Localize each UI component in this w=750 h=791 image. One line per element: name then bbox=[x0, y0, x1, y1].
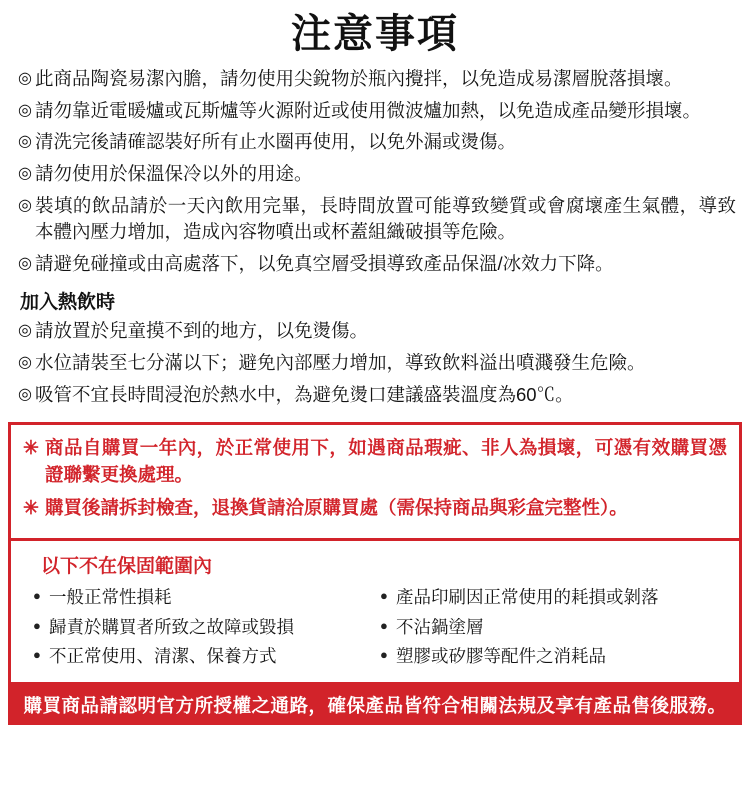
ring-bullet-icon: ◎ bbox=[18, 101, 32, 119]
exclusion-text: 塑膠或矽膠等配件之消耗品 bbox=[396, 645, 606, 666]
ring-bullet-icon: ◎ bbox=[18, 70, 32, 87]
warranty-text: 商品自購買一年內，於正常使用下，如遇商品瑕疵、非人為損壞，可憑有效購買憑證聯繫更換處理。 bbox=[45, 437, 727, 486]
ring-bullet-icon: ◎ bbox=[18, 254, 32, 272]
exclusion-text: 歸責於購買者所致之故障或毀損 bbox=[49, 616, 294, 637]
notice-text: 請勿靠近電暖爐或瓦斯爐等火源附近或使用微波爐加熱，以免造成產品變形損壞。 bbox=[35, 99, 702, 121]
dot-bullet-icon: ● bbox=[33, 646, 41, 662]
list-item bbox=[380, 643, 727, 669]
exclusion-text: 產品印刷因正常使用的耗損或剝落 bbox=[396, 587, 659, 608]
list-item bbox=[18, 161, 736, 188]
list-item bbox=[33, 584, 380, 610]
notice-list bbox=[0, 66, 750, 277]
list-item bbox=[18, 193, 736, 246]
ring-bullet-icon: ◎ bbox=[18, 385, 32, 403]
notice-text: 請避免碰撞或由高處落下，以免真空層受損導致產品保溫/冰效力下降。 bbox=[35, 252, 614, 274]
notice-text: 清洗完後請確認裝好所有止水圈再使用，以免外漏或燙傷。 bbox=[35, 131, 517, 153]
warranty-text: 購買後請拆封檢查，退換貨請洽原購買處（需保持商品與彩盒完整性）。 bbox=[45, 496, 628, 518]
ring-bullet-icon: ◎ bbox=[18, 133, 32, 151]
list-item bbox=[18, 66, 736, 93]
list-item bbox=[33, 614, 380, 640]
list-item bbox=[380, 584, 727, 610]
exclusion-text: 一般正常性損耗 bbox=[49, 587, 172, 608]
exclusion-text: 不正常使用、清潔、保養方式 bbox=[49, 645, 277, 666]
list-item bbox=[23, 495, 727, 523]
dot-bullet-icon: ● bbox=[33, 617, 41, 633]
exclusion-column-right bbox=[380, 584, 727, 672]
list-item bbox=[18, 318, 736, 345]
list-item bbox=[380, 614, 727, 640]
ring-bullet-icon: ◎ bbox=[18, 354, 32, 371]
notice-text: 請放置於兒童摸不到的地方，以免燙傷。 bbox=[35, 320, 369, 342]
notice-text: 此商品陶瓷易潔內膽，請勿使用尖銳物於瓶內攪拌，以免造成易潔層脫落損壞。 bbox=[35, 68, 683, 89]
exclusion-text: 不沾鍋塗層 bbox=[396, 616, 484, 637]
page-title: 注意事項 bbox=[291, 12, 459, 56]
ring-bullet-icon: ◎ bbox=[18, 322, 32, 340]
dot-bullet-icon: ● bbox=[380, 617, 388, 633]
ring-bullet-icon: ◎ bbox=[18, 164, 32, 182]
dot-bullet-icon: ● bbox=[380, 646, 388, 662]
list-item bbox=[18, 98, 736, 125]
asterisk-icon: ✳ bbox=[23, 438, 39, 460]
exclusion-section bbox=[11, 541, 739, 682]
dot-bullet-icon: ● bbox=[33, 588, 41, 604]
dot-bullet-icon: ● bbox=[380, 588, 388, 604]
warranty-terms bbox=[11, 425, 739, 536]
list-item bbox=[18, 350, 736, 377]
list-item bbox=[33, 643, 380, 669]
asterisk-icon: ✳ bbox=[23, 497, 39, 519]
list-item bbox=[23, 435, 727, 489]
footer-banner: 購買商品請認明官方所授權之通路，確保產品皆符合相關法規及享有產品售後服務。 bbox=[8, 685, 742, 725]
list-item bbox=[18, 251, 736, 278]
hot-drink-list bbox=[0, 318, 750, 408]
notice-page bbox=[0, 10, 750, 791]
notice-text: 水位請裝至七分滿以下；避免內部壓力增加，導致飲料溢出噴濺發生危險。 bbox=[35, 352, 646, 373]
list-item bbox=[18, 382, 736, 409]
notice-text: 裝填的飲品請於一天內飲用完畢，長時間放置可能導致變質或會腐壞產生氣體，導致本體內壓力增加，造成內容物噴出或杯蓋組織破損等危險。 bbox=[35, 194, 736, 243]
exclusion-columns bbox=[33, 584, 727, 672]
hot-drink-section-heading: 加入熱飲時 bbox=[20, 292, 116, 314]
exclusion-column-left bbox=[33, 584, 380, 672]
ring-bullet-icon: ◎ bbox=[18, 196, 32, 214]
notice-text: 請勿使用於保溫保冷以外的用途。 bbox=[35, 162, 313, 184]
warranty-box bbox=[8, 422, 742, 685]
exclusion-title: 以下不在保固範圍內 bbox=[41, 556, 213, 578]
list-item bbox=[18, 129, 736, 156]
notice-text: 吸管不宜長時間浸泡於熱水中，為避免燙口建議盛裝溫度為60℃。 bbox=[35, 383, 574, 405]
